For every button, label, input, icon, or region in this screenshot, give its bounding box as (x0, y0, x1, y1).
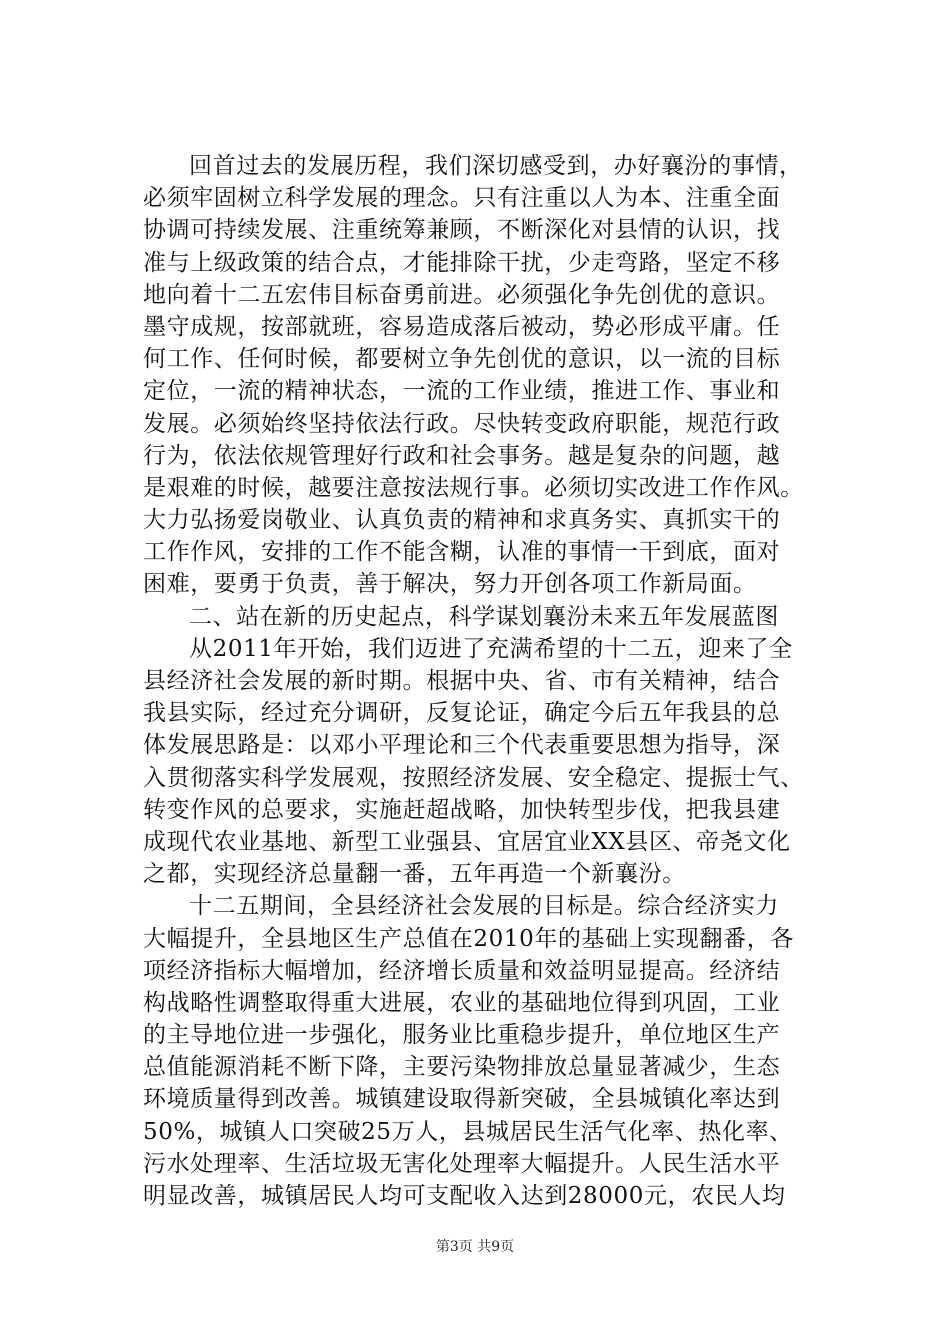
paragraph-line: 工作作风，安排的工作不能含糊，认准的事情一干到底，面对 (143, 539, 781, 566)
paragraph-line: 体发展思路是：以邓小平理论和三个代表重要思想为指导，深 (143, 732, 781, 759)
paragraph-line: 项经济指标大幅增加，经济增长质量和效益明显提高。经济结 (143, 957, 781, 984)
paragraph-line: 行为，依法依规管理好行政和社会事务。越是复杂的问题，越 (143, 442, 781, 469)
paragraph-line: 协调可持续发展、注重统筹兼顾，不断深化对县情的认识，找 (143, 217, 781, 244)
paragraph-line: 50%，城镇人口突破25万人，县城居民生活气化率、热化率、 (143, 1118, 793, 1145)
paragraph-line: 困难，要勇于负责，善于解决，努力开创各项工作新局面。 (143, 571, 757, 598)
paragraph-line: 的主导地位进一步强化，服务业比重稳步提升，单位地区生产 (143, 1022, 781, 1049)
paragraph-line: 总值能源消耗不断下降，主要污染物排放总量显著减少，生态 (143, 1054, 781, 1081)
paragraph-line: 十二五期间，全县经济社会发展的目标是。综合经济实力 (189, 893, 779, 920)
paragraph-line: 大力弘扬爱岗敬业、认真负责的精神和求真务实、真抓实干的 (143, 507, 781, 534)
paragraph-line: 发展。必须始终坚持依法行政。尽快转变政府职能，规范行政 (143, 410, 781, 437)
page-number-footer: 第3页 共9页 (435, 1239, 515, 1255)
paragraph-line: 大幅提升，全县地区生产总值在2010年的基础上实现翻番，各 (143, 925, 794, 952)
document-body (143, 150, 833, 1212)
paragraph-line: 转变作风的总要求，实施赶超战略，加快转型步伐，把我县建 (143, 796, 781, 823)
paragraph-line: 污水处理率、生活垃圾无害化处理率大幅提升。人民生活水平 (143, 1150, 781, 1177)
paragraph-line: 之都，实现经济总量翻一番，五年再造一个新襄汾。 (143, 861, 686, 888)
paragraph-line: 地向着十二五宏伟目标奋勇前进。必须强化争先创优的意识。 (143, 281, 781, 308)
paragraph-line: 墨守成规，按部就班，容易造成落后被动，势必形成平庸。任 (143, 313, 781, 340)
paragraph-line: 我县实际，经过充分调研，反复论证，确定今后五年我县的总 (143, 700, 781, 727)
paragraph-line: 环境质量得到改善。城镇建设取得新突破，全县城镇化率达到 (143, 1086, 781, 1113)
paragraph-line: 成现代农业基地、新型工业强县、宜居宜业XX县区、帝尧文化 (143, 828, 791, 855)
paragraph-line: 县经济社会发展的新时期。根据中央、省、市有关精神，结合 (143, 668, 781, 694)
paragraph-line: 从2011年开始，我们迈进了充满希望的十二五，迎来了全 (189, 635, 793, 662)
paragraph-line: 回首过去的发展历程，我们深切感受到，办好襄汾的事情， (189, 153, 803, 179)
paragraph-line: 何工作、任何时候，都要树立争先创优的意识，以一流的目标 (143, 346, 781, 373)
paragraph-line: 必须牢固树立科学发展的理念。只有注重以人为本、注重全面 (143, 185, 781, 212)
paragraph-line: 构战略性调整取得重大进展，农业的基础地位得到巩固，工业 (143, 989, 781, 1016)
section-heading: 二、站在新的历史起点，科学谋划襄汾未来五年发展蓝图 (189, 603, 779, 630)
paragraph-line: 明显改善，城镇居民人均可支配收入达到28000元，农民人均 (143, 1183, 786, 1209)
paragraph-line: 入贯彻落实科学发展观，按照经济发展、安全稳定、提振士气、 (143, 764, 804, 791)
paragraph-line: 准与上级政策的结合点，才能排除干扰，少走弯路，坚定不移 (143, 249, 781, 276)
paragraph-line: 是艰难的时候，越要注意按法规行事。必须切实改进工作作风。 (143, 474, 804, 501)
paragraph-line: 定位，一流的精神状态，一流的工作业绩，推进工作、事业和 (143, 378, 781, 405)
